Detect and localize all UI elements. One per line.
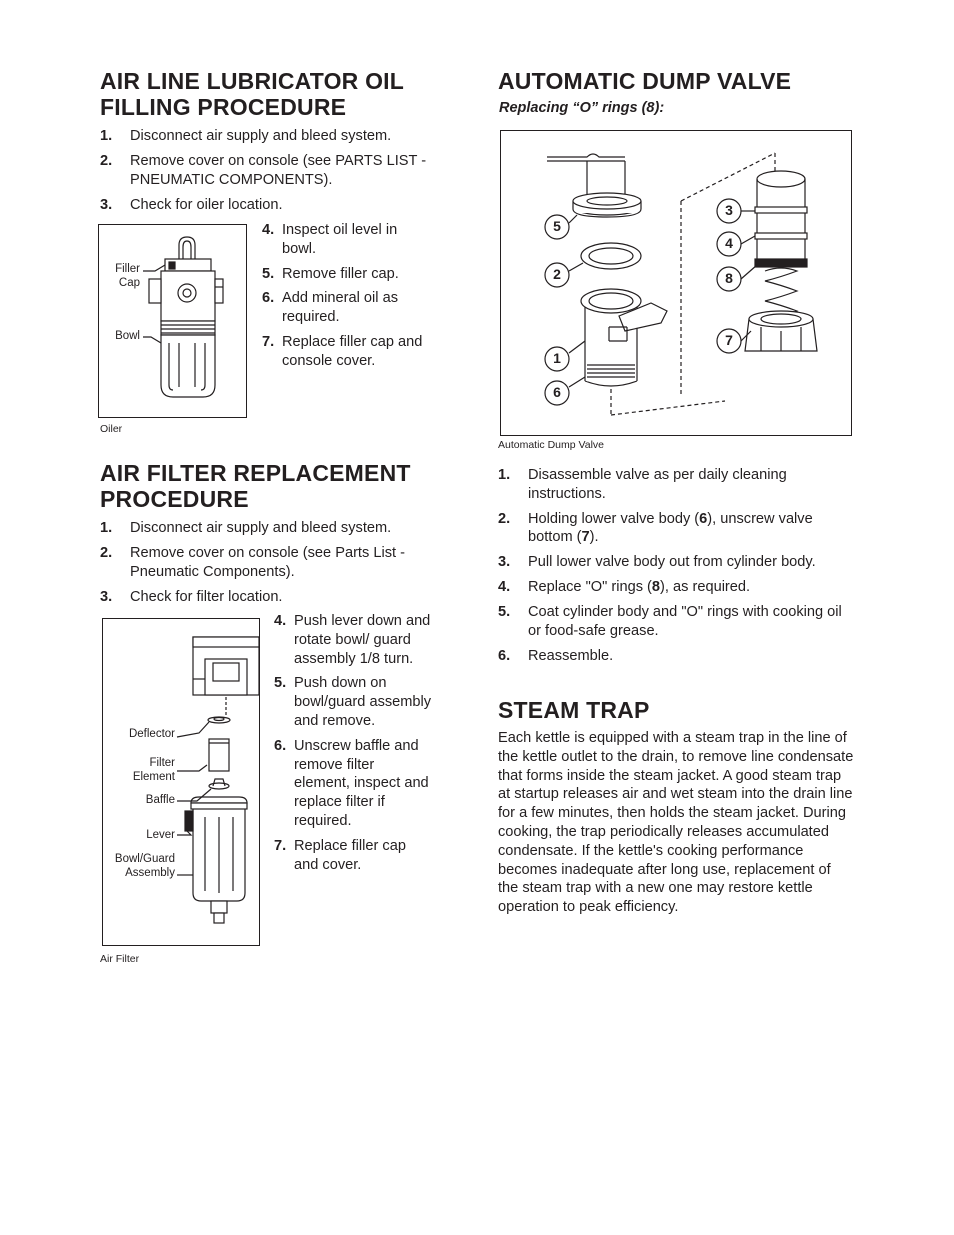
lubricator-title xyxy=(100,68,460,120)
filler-cap-label: Filler Cap xyxy=(115,263,140,289)
list-item: 6. Unscrew baffle and remove filter element, inspect and replace filter if required. xyxy=(274,737,429,829)
dump-valve-figure xyxy=(500,130,852,436)
lubricator-title-line2: FILLING PROCEDURE xyxy=(100,94,347,120)
steam-trap-title: STEAM TRAP xyxy=(498,697,650,723)
filter-side-steps xyxy=(274,612,434,880)
lubricator-side-steps xyxy=(262,221,434,377)
air-filter-figure xyxy=(102,618,260,946)
filter-steps xyxy=(100,519,460,613)
filter-title-line1: AIR FILTER REPLACEMENT xyxy=(100,460,411,486)
lubricator-steps xyxy=(100,127,460,221)
dump-valve-subhead: Replacing “O” rings (8): xyxy=(499,100,665,116)
callout-5: 5 xyxy=(553,218,561,234)
lubricator-title-line1: AIR LINE LUBRICATOR OIL xyxy=(100,68,405,94)
list-item: 2. Remove cover on console (see PARTS LIST - PNEUMATIC COMPONENTS). xyxy=(100,153,427,188)
air-filter-caption: Air Filter xyxy=(100,953,140,965)
filter-element-label: Filter Element xyxy=(132,757,175,783)
deflector-label: Deflector xyxy=(128,728,175,740)
callout-1: 1 xyxy=(553,350,561,366)
steam-trap-paragraph: Each kettle is equipped with a steam trap in the line of the kettle outlet to the drain, to remove line condensate that forms inside the steam jacket. A good steam trap at startup releases air and wet steam into the drain line for a few minutes, then holds the steam jacket. During cooking, the trap periodically releases accumulated condensate. If the kettle's cooking performance becomes inadequate after long use, replacement of the steam trap with a new one may restore kettle operation to peak efficiency. xyxy=(498,730,854,916)
list-item: 2. Remove cover on console (see Parts List - Pneumatic Components). xyxy=(100,545,405,580)
list-item: 7. Replace filler cap and cover. xyxy=(274,837,406,873)
filter-title-line2: PROCEDURE xyxy=(100,486,249,512)
list-item: 6. Reassemble. xyxy=(498,647,614,664)
list-item: 5. Coat cylinder body and "O" rings with cooking oil or food-safe grease. xyxy=(498,604,842,639)
list-item: 4. Inspect oil level in bowl. xyxy=(262,222,398,257)
dump-valve-caption: Automatic Dump Valve xyxy=(498,439,605,451)
list-item: 5. Push down on bowl/guard assembly and remove. xyxy=(274,675,432,729)
bowl-guard-label: Bowl/Guard Assembly xyxy=(114,853,175,879)
dump-valve-steps xyxy=(498,466,858,672)
lever-label: Lever xyxy=(146,829,175,841)
oiler-figure xyxy=(98,224,247,418)
list-item: 3. Pull lower valve body out from cylinder body. xyxy=(498,554,816,570)
filter-title xyxy=(100,460,460,512)
callout-6: 6 xyxy=(553,384,561,400)
list-item: 1. Disassemble valve as per daily cleaning instructions. xyxy=(498,467,787,502)
list-item: 1. Disconnect air supply and bleed system. xyxy=(100,520,392,536)
list-item: 7. Replace filler cap and console cover. xyxy=(262,333,423,369)
bowl-label: Bowl xyxy=(115,330,140,342)
callout-3: 3 xyxy=(725,202,733,218)
list-item: 3. Check for oiler location. xyxy=(100,196,283,213)
callout-4: 4 xyxy=(725,235,733,251)
oiler-illustration xyxy=(99,225,248,419)
callout-7: 7 xyxy=(725,332,733,348)
list-item: 3. Check for filter location. xyxy=(100,588,283,605)
oiler-caption: Oiler xyxy=(100,423,123,435)
callout-2: 2 xyxy=(553,266,561,282)
list-item: 1. Disconnect air supply and bleed system. xyxy=(100,128,392,144)
dump-valve-title: AUTOMATIC DUMP VALVE xyxy=(498,68,792,94)
list-item: 4. Push lever down and rotate bowl/ guard assembly 1/8 turn. xyxy=(274,613,431,667)
callout-8: 8 xyxy=(725,270,733,286)
list-item: 5. Remove filler cap. xyxy=(262,265,399,282)
baffle-label: Baffle xyxy=(145,794,175,806)
list-item: 2. Holding lower valve body (6), unscrew valve bottom (7). xyxy=(498,510,813,545)
list-item: 4. Replace "O" rings (8), as required. xyxy=(498,579,751,595)
list-item: 6. Add mineral oil as required. xyxy=(262,290,398,326)
